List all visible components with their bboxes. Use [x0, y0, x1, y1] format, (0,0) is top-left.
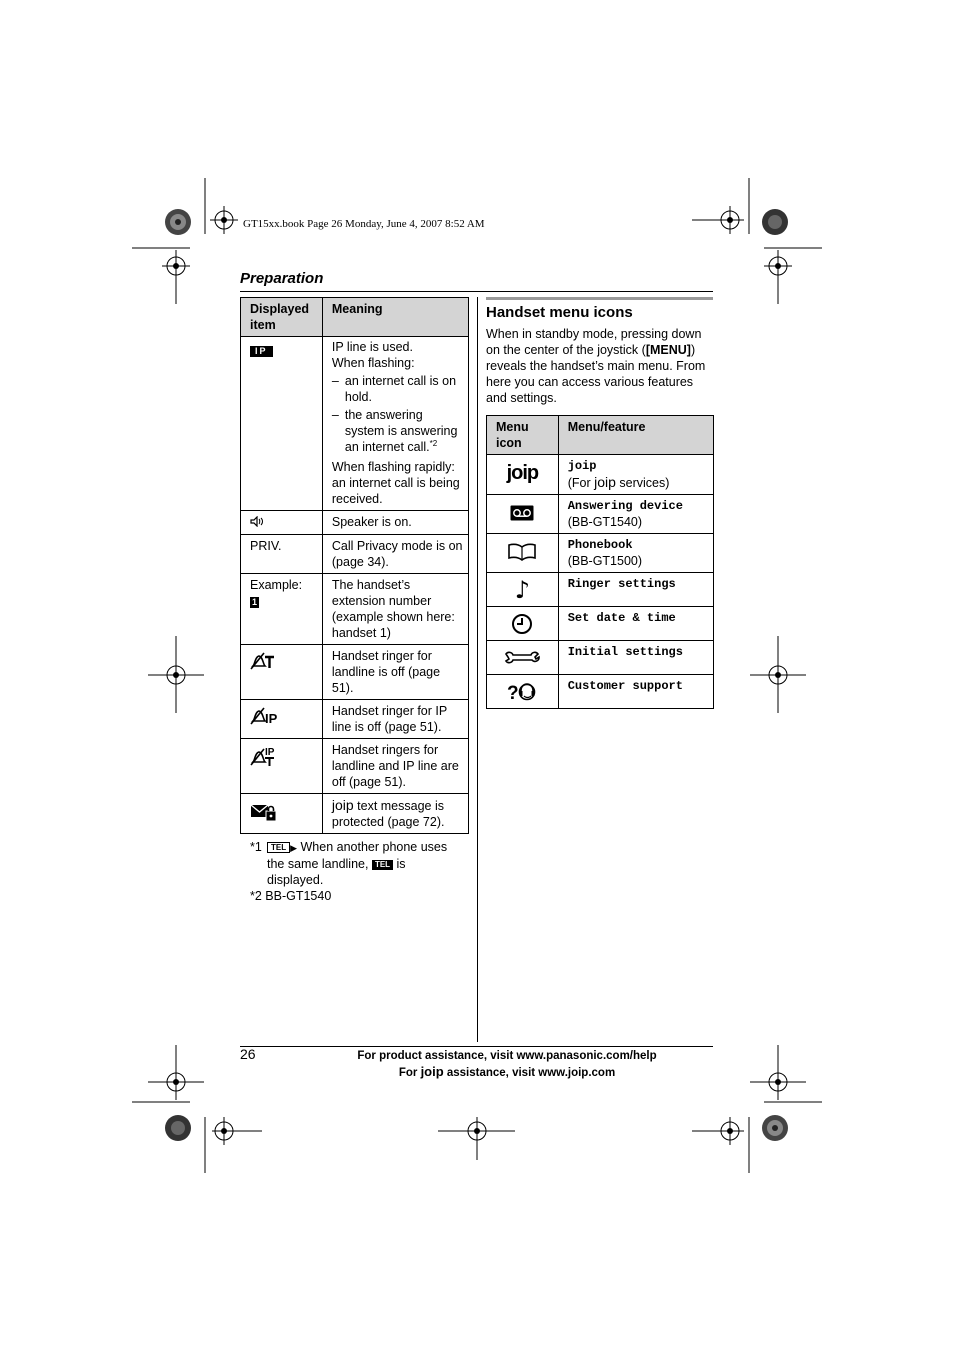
ringers-off-both-icon — [250, 745, 278, 767]
header-menu-feature: Menu/feature — [558, 416, 713, 455]
support-icon — [507, 681, 537, 703]
table-row: IP IP line is used. When flashing: – an internet call is on hold. – the answering system is answering an internet call.$^{*2}$ When flashing rapidly: an internet call is being received. — [241, 337, 469, 511]
table-row: Speaker is on. — [241, 511, 469, 535]
ringer-off-landline-icon — [250, 651, 276, 671]
footer-rule — [240, 1046, 713, 1047]
header-meaning: Meaning — [322, 298, 468, 337]
column-divider — [477, 297, 478, 1042]
menu-row: Phonebook (BB-GT1500) — [487, 534, 714, 573]
tel-outline-icon: TEL — [267, 842, 290, 853]
speaker-icon — [250, 516, 264, 527]
menu-key: [MENU] — [645, 343, 691, 357]
menu-row: Initial settings — [487, 641, 714, 675]
book-icon — [508, 543, 536, 561]
menu-icons-heading: Handset menu icons — [486, 304, 633, 321]
ringer-off-ip-icon — [250, 706, 278, 726]
ip-line-icon: IP — [250, 346, 273, 357]
menu-row: Answering device (BB-GT1540) — [487, 495, 714, 534]
menu-icons-table — [486, 415, 714, 709]
protected-message-icon — [250, 802, 278, 822]
extension-number-icon: 1 — [251, 597, 257, 607]
menu-intro: When in standby mode, pressing down on the center of the joystick ([MENU]) reveals the handset’s main menu. From here you can access various features and settings. — [486, 327, 706, 405]
menu-row: Set date & time — [487, 607, 714, 641]
arrow-right-icon: ▶ — [290, 843, 298, 853]
table-row: IP Handset ringer for IP line is off (page 51). — [241, 700, 469, 739]
footnotes — [250, 839, 465, 904]
joip-logo-icon: joip — [506, 462, 539, 484]
display-items-table — [240, 297, 469, 834]
tel-solid-icon: TEL — [372, 860, 393, 870]
footer-joip-line: For joip assistance, visit www.joip.com — [398, 1064, 616, 1079]
footnote-2: *2 BB-GT1540 — [250, 889, 332, 903]
table-row: joip text message is protected (page 72). — [241, 794, 469, 834]
svg-text:IP: IP — [265, 711, 278, 726]
wrench-icon — [504, 650, 540, 666]
menu-row: ? Customer support — [487, 675, 714, 709]
tape-icon — [510, 505, 534, 521]
footer-help-line: For product assistance, visit www.panasonic.com/help — [357, 1050, 657, 1062]
table-row: IP Handset ringers for landline and IP line are off (page 51). — [241, 739, 469, 794]
menu-row: ♪ Ringer settings — [487, 573, 714, 607]
footnote-1: *1 TEL ▶ When another phone uses the same landline, TEL is displayed. — [250, 840, 448, 887]
section-rule — [240, 291, 713, 292]
music-note-icon: ♪ — [514, 575, 531, 604]
header-menu-icon: Menu icon — [487, 416, 559, 455]
section-title: Preparation — [240, 270, 324, 287]
svg-text:IP: IP — [265, 747, 275, 758]
menu-row: joip joip (For joip services) — [487, 455, 714, 495]
table-row: Handset ringer for landline is off (page 51). — [241, 645, 469, 700]
table-row: PRIV. Call Privacy mode is on (page 34). — [241, 535, 469, 574]
right-heading-rule — [486, 297, 713, 300]
header-displayed-item: Displayed item — [241, 298, 323, 337]
table-row: Example: 1 The handset’s extension number (example shown here: handset 1) — [241, 574, 469, 645]
page-number: 26 — [240, 1046, 256, 1062]
clock-icon — [511, 613, 533, 635]
print-header: GT15xx.book Page 26 Monday, June 4, 2007 8:52 AM — [243, 218, 485, 230]
svg-text:?: ? — [507, 682, 519, 703]
joip-brand: joip — [331, 797, 354, 813]
